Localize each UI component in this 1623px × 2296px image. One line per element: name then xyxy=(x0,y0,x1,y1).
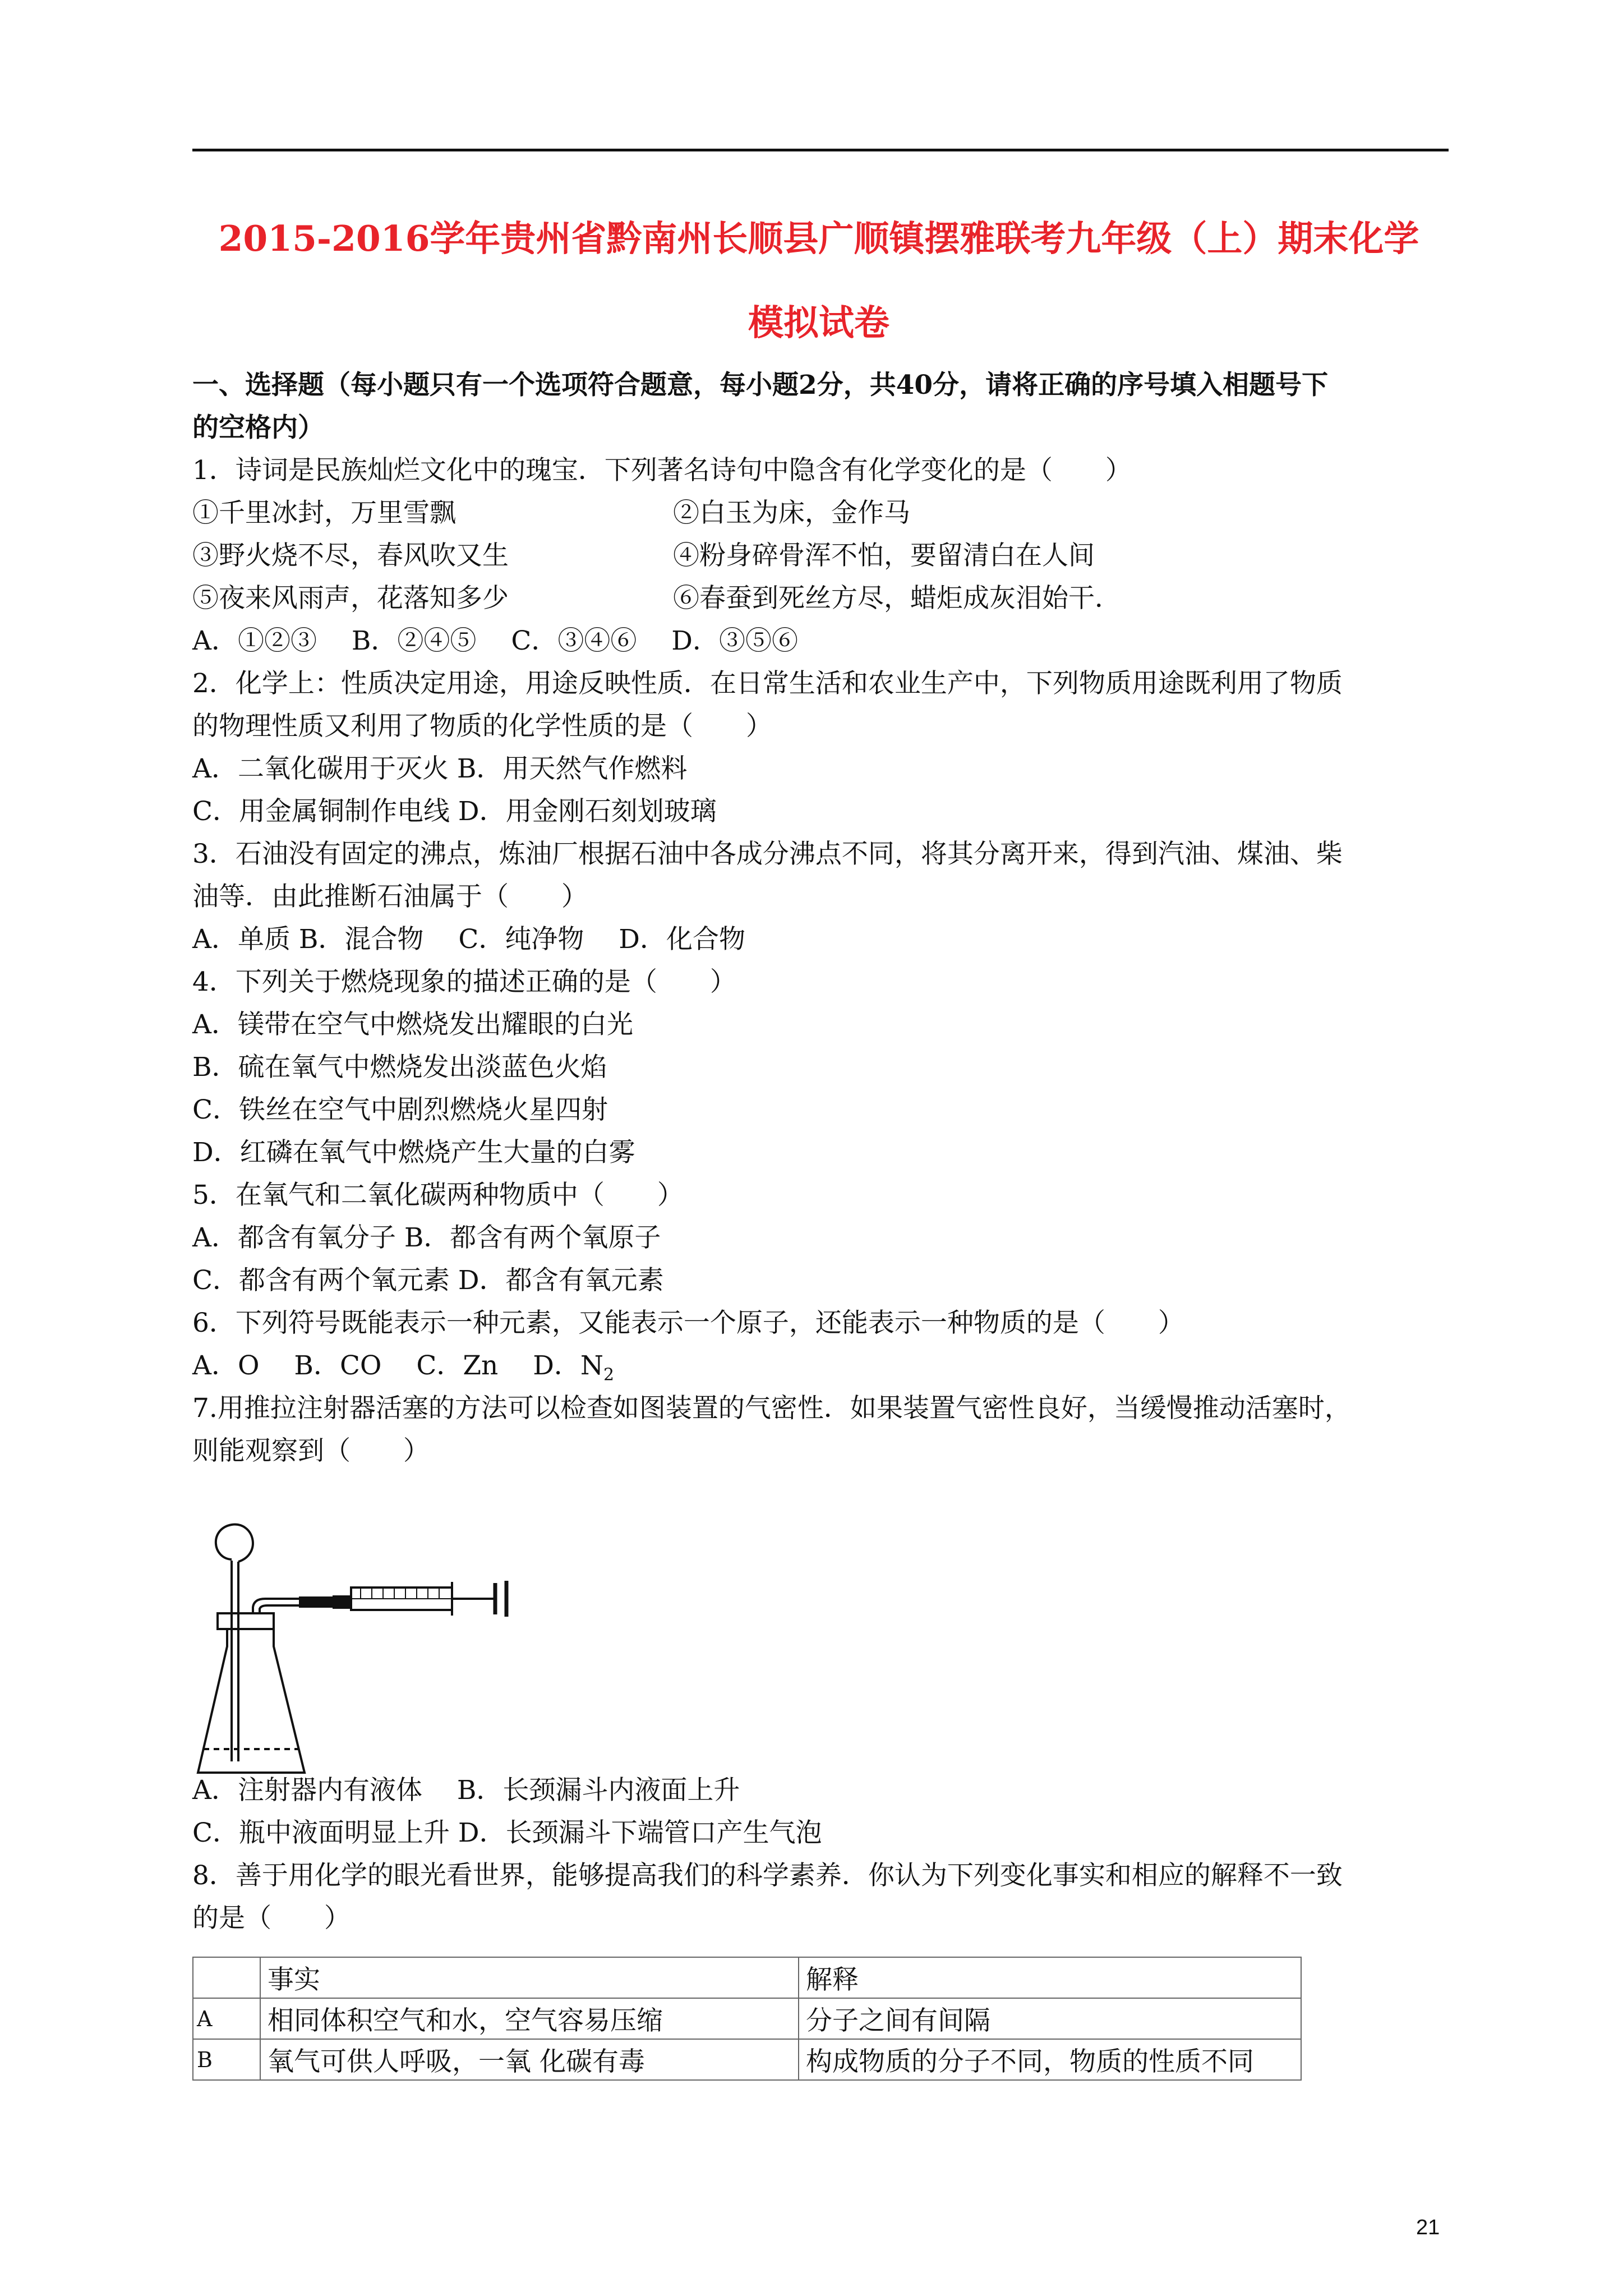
q1-item-6: ⑥春蚕到死丝方尽，蜡炬成灰泪始干． xyxy=(673,583,1121,614)
table-cell: 构成物质的分子不同，物质的性质不同 xyxy=(799,2039,1301,2080)
q6-stem: 6．下列符号既能表示一种元素，又能表示一个原子，还能表示一种物质的是（ ） xyxy=(192,1308,1184,1338)
q6-options xyxy=(192,1348,614,1393)
table-cell: B xyxy=(193,2039,260,2080)
q1-options: A．①②③ B．②④⑤ C．③④⑥ D．③⑤⑥ xyxy=(192,625,798,656)
exam-title-line1: 2015-2016学年贵州省黔南州长顺县广顺镇摆雅联考九年级（上）期末化学 xyxy=(218,218,1419,259)
q7-stem: 7.用推拉注射器活塞的方法可以检查如图装置的气密性．如果装置气密性良好，当缓慢推动活塞时， xyxy=(192,1393,1351,1424)
q7-options-ab: A．注射器内有液体 B．长颈漏斗内液面上升 xyxy=(192,1775,740,1806)
q1-stem: 1．诗词是民族灿烂文化中的瑰宝．下列著名诗句中隐含有化学变化的是（ ） xyxy=(192,455,1132,486)
q8-stem-cont: 的是（ ） xyxy=(192,1903,351,1934)
q3-stem-cont: 油等．由此推断石油属于（ ） xyxy=(192,881,588,912)
q5-stem: 5．在氧气和二氧化碳两种物质中（ ） xyxy=(192,1180,684,1211)
table-cell: 相同体积空气和水，空气容易压缩 xyxy=(260,1998,799,2039)
q7-options-cd: C．瓶中液面明显上升 D．长颈漏斗下端管口产生气泡 xyxy=(192,1818,822,1848)
table-cell: A xyxy=(193,1998,260,2039)
q2-stem-cont: 的物理性质又利用了物质的化学性质的是（ ） xyxy=(192,711,772,742)
section-heading: 一、选择题（每小题只有一个选项符合题意，每小题2分，共40分，请将正确的序号填入相题号下 xyxy=(192,370,1329,401)
table-row xyxy=(193,1998,1301,2039)
q4-option-c: C．铁丝在空气中剧烈燃烧火星四射 xyxy=(192,1094,608,1125)
q8-stem: 8．善于用化学的眼光看世界，能够提高我们的科学素养．你认为下列变化事实和相应的解释不一致 xyxy=(192,1860,1343,1891)
page-number: 21 xyxy=(1416,2216,1440,2239)
q2-options-cd: C．用金属铜制作电线 D．用金刚石刻划玻璃 xyxy=(192,796,717,827)
q1-item-1: ①千里冰封，万里雪飘 xyxy=(192,498,456,528)
top-rule xyxy=(192,149,1449,151)
q1-item-3: ③野火烧不尽，春风吹又生 xyxy=(192,540,509,571)
q3-stem: 3．石油没有固定的沸点，炼油厂根据石油中各成分沸点不同，将其分离开来，得到汽油、煤油、柴 xyxy=(192,839,1343,869)
q1-item-2: ②白玉为床，金作马 xyxy=(673,498,910,528)
table-header-cell xyxy=(193,1957,260,1998)
q6-options-text: A．O B．CO C．Zn D．N xyxy=(192,1350,604,1381)
q4-option-b: B．硫在氧气中燃烧发出淡蓝色火焰 xyxy=(192,1052,607,1083)
q1-item-5: ⑤夜来风雨声，花落知多少 xyxy=(192,583,509,614)
section-heading-cont: 的空格内） xyxy=(192,412,324,443)
q3-options: A．单质 B．混合物 C．纯净物 D．化合物 xyxy=(192,924,745,955)
table-row xyxy=(193,2039,1301,2080)
q1-item-4: ④粉身碎骨浑不怕，要留清白在人间 xyxy=(673,540,1095,571)
q7-stem-cont: 则能观察到（ ） xyxy=(192,1435,430,1466)
q4-stem: 4．下列关于燃烧现象的描述正确的是（ ） xyxy=(192,967,736,997)
q2-options-ab: A．二氧化碳用于灭火 B．用天然气作燃料 xyxy=(192,753,688,784)
q8-table xyxy=(192,1957,1302,2081)
q2-stem: 2．化学上：性质决定用途，用途反映性质．在日常生活和农业生产中，下列物质用途既利用了物质 xyxy=(192,668,1343,699)
exam-title-line2: 模拟试卷 xyxy=(748,302,889,343)
table-cell: 分子之间有间隔 xyxy=(799,1998,1301,2039)
airtightness-apparatus-figure xyxy=(192,1515,540,1778)
table-header-row xyxy=(193,1957,1301,1998)
q5-options-ab: A．都含有氧分子 B．都含有两个氧原子 xyxy=(192,1222,661,1253)
q5-options-cd: C．都含有两个氧元素 D．都含有氧元素 xyxy=(192,1265,664,1296)
table-cell: 氧气可供人呼吸，一氧 化碳有毒 xyxy=(260,2039,799,2080)
table-header-cell: 事实 xyxy=(260,1957,799,1998)
q4-option-d: D．红磷在氧气中燃烧产生大量的白雾 xyxy=(192,1137,635,1168)
q6-subscript: 2 xyxy=(603,1365,615,1385)
q4-option-a: A．镁带在空气中燃烧发出耀眼的白光 xyxy=(192,1009,633,1040)
table-header-cell: 解释 xyxy=(799,1957,1301,1998)
